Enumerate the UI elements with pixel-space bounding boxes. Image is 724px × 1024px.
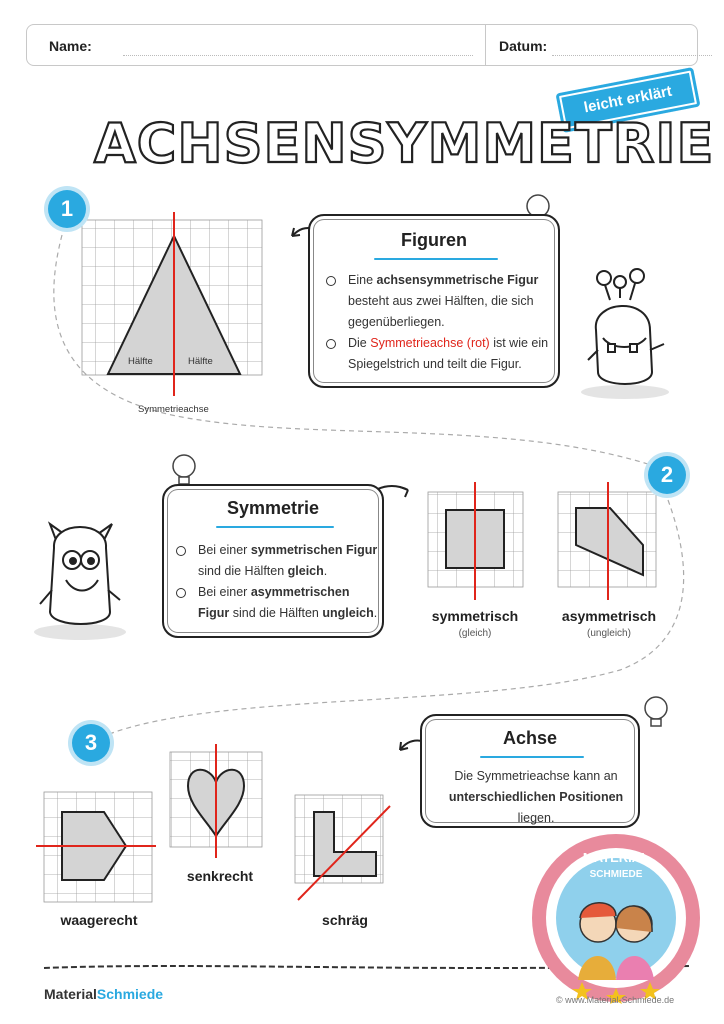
half-right-label: Hälfte: [188, 356, 213, 367]
footer-brand-b: Schmiede: [96, 986, 164, 1002]
name-label: Name:: [49, 38, 92, 54]
heading-underline: [480, 756, 584, 758]
logo-text-a: MATERIAL: [582, 850, 650, 865]
symmetry-speech-bubble: [162, 484, 384, 638]
triangle-figure: [82, 212, 262, 396]
symmetry-heading: Symmetrie: [226, 498, 320, 518]
figures-bullet-list: [324, 270, 552, 375]
copyright-text: © www.Material-Schmiede.de: [556, 995, 675, 1005]
asymmetric-shape-figure: [558, 482, 656, 600]
heading-underline: [374, 258, 498, 260]
horizontal-axis-figure: [36, 792, 156, 902]
date-label: Datum:: [499, 38, 548, 54]
axis-text-line1: Die Symmetrieachse kann an: [454, 769, 618, 783]
horizontal-label: waagerecht: [60, 912, 138, 928]
lightbulb-icon: [173, 455, 195, 484]
step-number-1: 1: [48, 190, 86, 228]
diagonal-axis-figure: [295, 795, 390, 900]
diagonal-label: schräg: [322, 912, 368, 928]
heading-underline: [216, 526, 334, 528]
logo-text-b: SCHMIEDE: [589, 869, 643, 880]
asymmetric-sublabel: (ungleich): [587, 628, 631, 639]
list-item: Bei einer symmetrischen Figur sind die Hälften gleich.: [174, 540, 380, 582]
step-number-3: 3: [72, 724, 110, 762]
symmetry-bullet-list: [174, 540, 380, 624]
axis-text-bold: unterschiedlichen Positionen: [448, 790, 624, 804]
figures-heading: Figuren: [401, 230, 467, 250]
step-number-2: 2: [648, 456, 686, 494]
vertical-label: senkrecht: [186, 868, 254, 884]
figures-speech-bubble: [308, 214, 560, 388]
asymmetric-label: asymmetrisch: [561, 608, 657, 624]
symmetric-label: symmetrisch: [431, 608, 519, 624]
half-left-label: Hälfte: [128, 356, 153, 367]
symmetric-square-figure: [428, 482, 523, 600]
axis-heading: Achse: [502, 728, 558, 748]
material-schmiede-logo: [530, 832, 702, 1004]
monster-illustration-left: [34, 524, 126, 640]
axis-caption: Symmetrieachse: [138, 404, 209, 415]
axis-description: [432, 766, 640, 829]
footer-brand: [44, 986, 163, 1002]
list-item: Bei einer asymmetrischen Figur sind die Hälften ungleich.: [174, 582, 380, 624]
easy-explained-badge: leicht erklärt: [555, 67, 700, 133]
list-item: Eine achsensymmetrische Figur besteht aus zwei Hälften, die sich gegenüberliegen.: [324, 270, 552, 333]
monster-illustration-right: [581, 269, 669, 399]
axis-text-end: liegen.: [517, 811, 555, 825]
vertical-axis-figure: [170, 744, 262, 858]
page-title: ACHSENSYMMETRIE: [94, 112, 715, 175]
symmetric-sublabel: (gleich): [458, 628, 492, 639]
list-item: Die Symmetrieachse (rot) ist wie ein Spiegelstrich und teilt die Figur.: [324, 333, 552, 375]
footer-brand-a: Material: [44, 986, 97, 1002]
lightbulb-icon: [645, 697, 667, 726]
